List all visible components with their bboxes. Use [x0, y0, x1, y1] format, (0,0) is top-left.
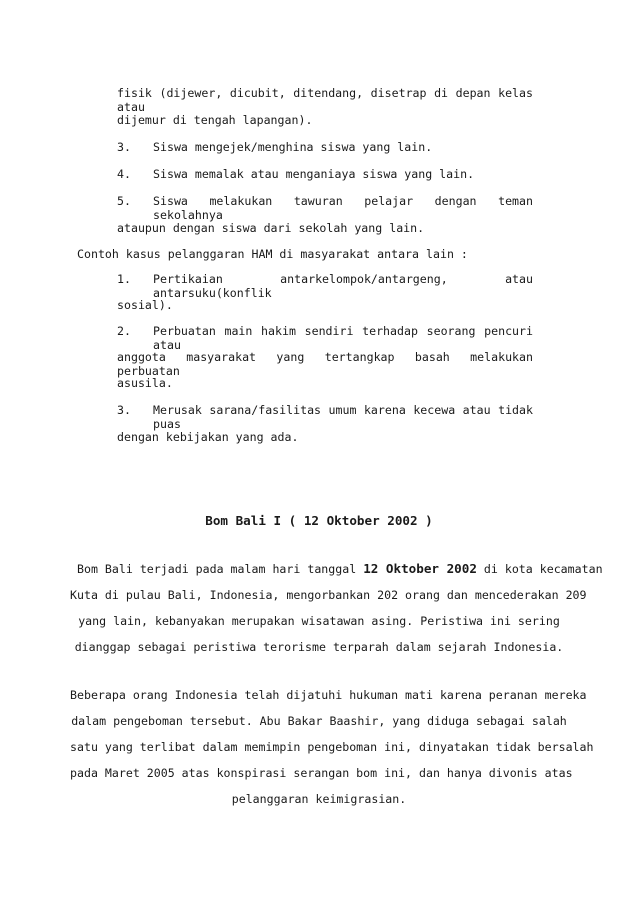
list-item-text: Perbuatan main hakim sendiri terhadap seorang pencuri atau	[153, 324, 533, 352]
paragraph-text: di kota kecamatan	[476, 562, 603, 576]
list-item-text: sosial).	[117, 298, 173, 312]
paragraph-line: Beberapa orang Indonesia telah dijatuhi hukuman mati karena peranan mereka	[70, 688, 587, 702]
list-item-text: Siswa melakukan tawuran pelajar dengan teman sekolahnya	[153, 194, 533, 222]
list-item-text: asusila.	[117, 376, 173, 390]
list-item-text: Pertikaian antarkelompok/antargeng, atau antarsuku(konflik	[153, 272, 533, 300]
list-number: 3.	[117, 403, 131, 417]
list-number: 3.	[117, 140, 131, 154]
list-number: 1.	[117, 272, 131, 286]
continuation-line: dijemur di tengah lapangan).	[117, 113, 313, 127]
paragraph-line: dianggap sebagai peristiwa terorisme terparah dalam sejarah Indonesia.	[74, 640, 564, 654]
list-item-text: anggota masyarakat yang tertangkap basah melakukan perbuatan	[117, 350, 533, 378]
list-item-text: Siswa mengejek/menghina siswa yang lain.	[153, 140, 433, 154]
section-title: Bom Bali I ( 12 Oktober 2002 )	[205, 513, 433, 528]
paragraph-line: Kuta di pulau Bali, Indonesia, mengorbankan 202 orang dan mencederakan 209	[70, 588, 587, 602]
paragraph-line	[77, 562, 603, 576]
list-item-text: Merusak sarana/fasilitas umum karena kecewa atau tidak puas	[153, 403, 533, 431]
paragraph-line: dalam pengeboman tersebut. Abu Bakar Baashir, yang diduga sebagai salah	[71, 714, 567, 728]
list-item-text: ataupun dengan siswa dari sekolah yang lain.	[117, 221, 425, 235]
paragraph-line: satu yang terlibat dalam memimpin pengeboman ini, dinyatakan tidak bersalah	[70, 740, 594, 754]
paragraph-line: pada Maret 2005 atas konspirasi serangan bom ini, dan hanya divonis atas	[70, 766, 573, 780]
list-item-text: dengan kebijakan yang ada.	[117, 430, 299, 444]
paragraph-text: Bom Bali terjadi pada malam hari tanggal	[77, 562, 364, 576]
paragraph-line: pelanggaran keimigrasian.	[231, 792, 407, 806]
list-number: 2.	[117, 324, 131, 338]
date-bold: 12 Oktober 2002	[363, 561, 477, 576]
paragraph-intro: Contoh kasus pelanggaran HAM di masyarakat antara lain :	[77, 247, 468, 261]
paragraph-line: yang lain, kebanyakan merupakan wisatawan asing. Peristiwa ini sering	[78, 614, 560, 628]
list-number: 5.	[117, 194, 131, 208]
list-item-text: Siswa memalak atau menganiaya siswa yang lain.	[153, 167, 475, 181]
continuation-line: fisik (dijewer, dicubit, ditendang, disetrap di depan kelas atau	[117, 86, 533, 114]
list-number: 4.	[117, 167, 131, 181]
